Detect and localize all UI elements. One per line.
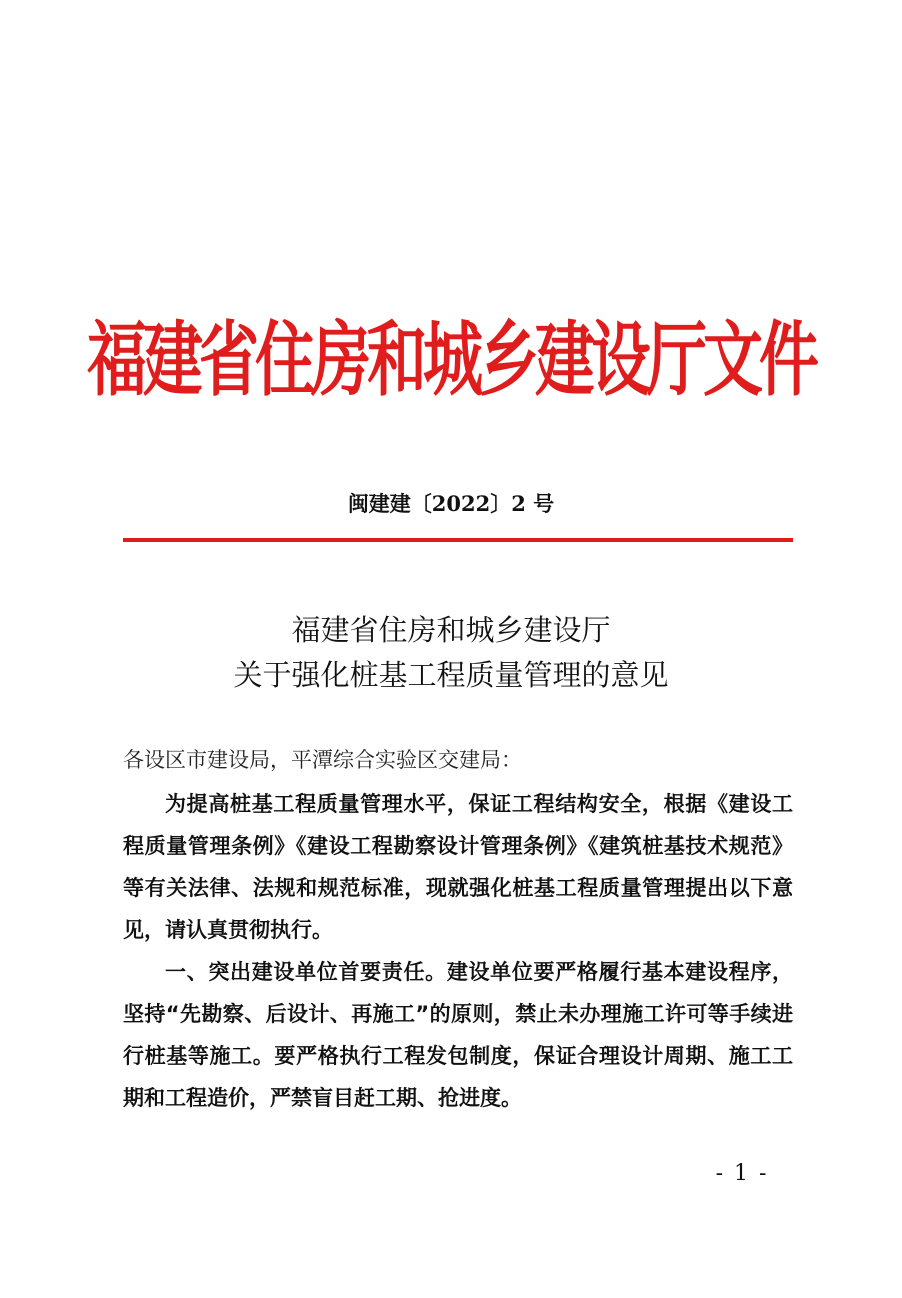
red-header-issuer: 福建省住房和城乡建设厅文件: [87, 313, 815, 408]
document-title-line-2: 关于强化桩基工程质量管理的意见: [233, 658, 669, 692]
document-number: 闽建建〔2022〕2 号: [347, 491, 555, 516]
body-paragraph: 一、突出建设单位首要责任。建设单位要严格履行基本建设程序，坚持“先勘察、后设计、再施工”的原则，禁止未办理施工许可等手续进行桩基等施工。要严格执行工程发包制度，保证合理设计周期、施工工期和工程造价，严禁盲目赶工期、抢进度。: [123, 960, 793, 1110]
page-number: - 1 -: [715, 1161, 769, 1186]
document-title-line-1: 福建省住房和城乡建设厅: [291, 613, 611, 647]
body-paragraph: 为提高桩基工程质量管理水平，保证工程结构安全，根据《建设工程质量管理条例》《建设工程勘察设计管理条例》《建筑桩基技术规范》等有关法律、法规和规范标准，现就强化桩基工程质量管理提出以下意见，请认真贯彻执行。: [123, 792, 793, 942]
salutation: 各设区市建设局，平潭综合实验区交建局：: [123, 748, 522, 772]
body-text: [123, 783, 793, 1119]
red-divider-line: [123, 538, 793, 542]
